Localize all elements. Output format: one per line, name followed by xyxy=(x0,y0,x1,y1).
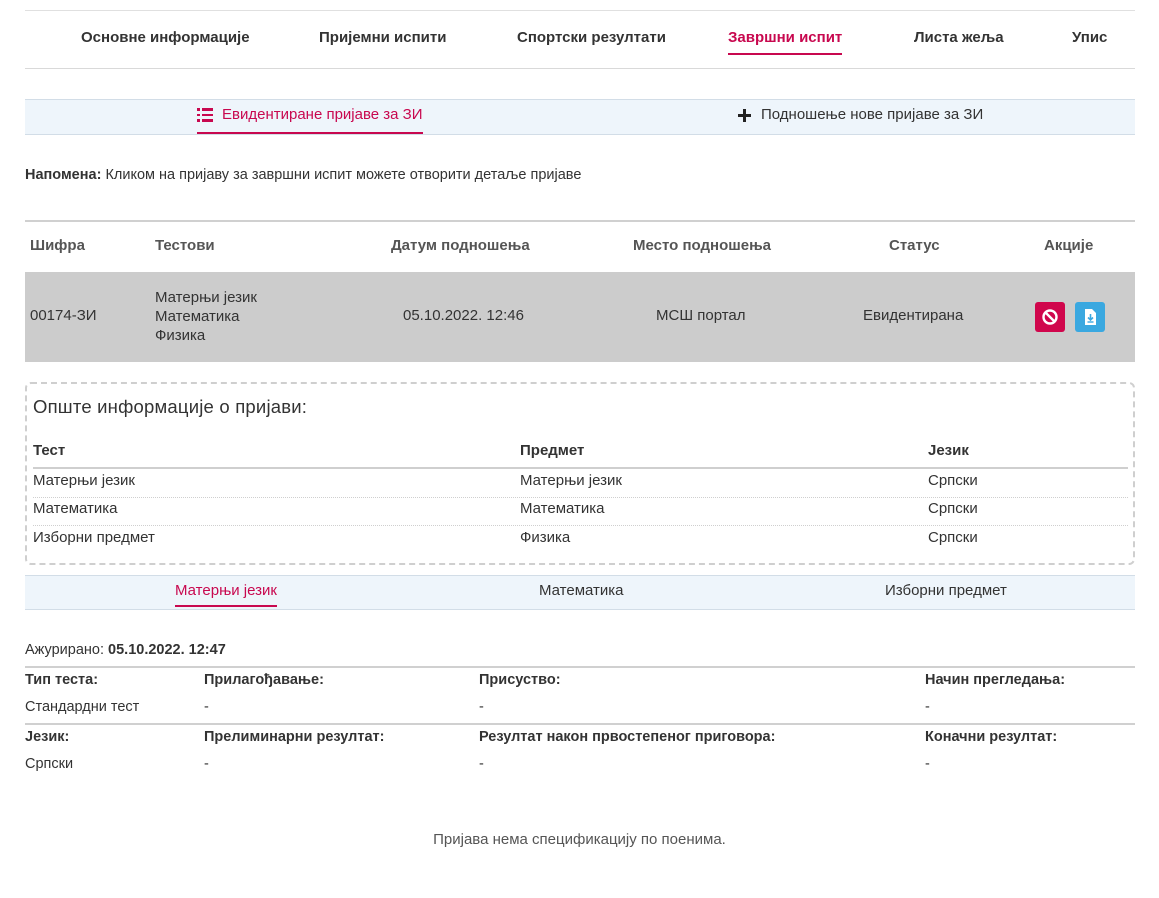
tab-sports-results[interactable]: Спортски резултати xyxy=(517,29,666,46)
table-row xyxy=(33,497,1128,526)
status-badge: Евидентирана xyxy=(863,307,964,324)
detail-test: Изборни предмет xyxy=(33,529,155,546)
table-row xyxy=(33,469,1128,498)
note xyxy=(25,167,581,183)
main-navigation xyxy=(25,10,1135,69)
language-label: Језик: xyxy=(25,729,70,745)
details-table-header xyxy=(33,442,1128,469)
subject-tabs xyxy=(25,575,1135,610)
table-row xyxy=(33,526,1128,555)
language-value: Српски xyxy=(25,756,74,772)
tab-registered-applications-label: Евидентиране пријаве за ЗИ xyxy=(222,106,423,123)
header-code: Шифра xyxy=(30,237,85,254)
tab-new-application-label: Подношење нове пријаве за ЗИ xyxy=(761,106,984,123)
preliminary-result-value: - xyxy=(204,756,209,772)
tab-enrollment[interactable]: Упис xyxy=(1072,29,1108,46)
final-result-value: - xyxy=(925,756,930,772)
header-place: Место подношења xyxy=(633,237,772,254)
detail-test: Математика xyxy=(33,500,118,517)
presence-label: Присуство: xyxy=(479,672,561,688)
adaptation-value: - xyxy=(204,699,209,715)
applications-table-header xyxy=(25,220,1135,272)
list-icon xyxy=(197,108,213,122)
note-text: Кликом на пријаву за завршни испит можете отворити детаље пријаве xyxy=(105,167,582,183)
detail-language: Српски xyxy=(928,500,978,517)
cancel-application-button[interactable] xyxy=(1035,302,1065,332)
tab-wish-list[interactable]: Листа жеља xyxy=(914,29,1004,46)
result-info-row-2 xyxy=(25,723,1135,780)
header-language: Језик xyxy=(928,442,969,459)
application-code: 00174-ЗИ xyxy=(30,307,97,324)
updated-label: Ажурирано: xyxy=(25,642,105,658)
download-document-icon xyxy=(1075,302,1105,332)
updated-info xyxy=(25,642,226,658)
application-subtabs xyxy=(25,99,1135,135)
application-details xyxy=(25,382,1135,565)
detail-test: Матерњи језик xyxy=(33,472,135,489)
tab-mathematics[interactable]: Математика xyxy=(539,582,624,599)
cancel-icon xyxy=(1035,302,1065,332)
appeal-result-value: - xyxy=(479,756,484,772)
detail-subject: Математика xyxy=(520,500,605,517)
header-status: Статус xyxy=(889,237,940,254)
updated-value: 05.10.2022. 12:47 xyxy=(108,642,226,658)
tab-registered-applications[interactable] xyxy=(197,106,423,134)
presence-value: - xyxy=(479,699,484,715)
detail-subject: Матерњи језик xyxy=(520,472,622,489)
no-points-message: Пријава нема спецификацију по поенима. xyxy=(433,831,726,848)
review-method-value: - xyxy=(925,699,930,715)
test-item: Физика xyxy=(155,327,206,344)
table-row[interactable] xyxy=(25,272,1135,362)
header-test: Тест xyxy=(33,442,66,459)
details-title: Опште информације о пријави: xyxy=(33,396,308,417)
test-item: Матерњи језик xyxy=(155,289,257,306)
preliminary-result-label: Прелиминарни резултат: xyxy=(204,729,385,745)
header-tests: Тестови xyxy=(155,237,215,254)
detail-language: Српски xyxy=(928,472,978,489)
tab-final-exam[interactable]: Завршни испит xyxy=(728,29,842,55)
detail-subject: Физика xyxy=(520,529,571,546)
note-prefix: Напомена: xyxy=(25,167,102,183)
plus-icon xyxy=(738,109,751,122)
tab-new-application[interactable] xyxy=(738,106,983,134)
header-date: Датум подношења xyxy=(391,237,530,254)
header-actions: Акције xyxy=(1044,237,1094,254)
download-application-button[interactable] xyxy=(1075,302,1105,332)
tab-entrance-exams[interactable]: Пријемни испити xyxy=(319,29,447,46)
test-type-label: Тип теста: xyxy=(25,672,99,688)
final-result-label: Коначни резултат: xyxy=(925,729,1058,745)
test-item: Математика xyxy=(155,308,240,325)
review-method-label: Начин прегледања: xyxy=(925,672,1066,688)
detail-language: Српски xyxy=(928,529,978,546)
header-subject: Предмет xyxy=(520,442,585,459)
application-place: МСШ портал xyxy=(656,307,746,324)
result-info-row-1 xyxy=(25,666,1135,723)
test-type-value: Стандардни тест xyxy=(25,699,140,715)
application-tests xyxy=(155,288,257,345)
appeal-result-label: Резултат након првостепеног приговора: xyxy=(479,729,776,745)
adaptation-label: Прилагођавање: xyxy=(204,672,324,688)
application-date: 05.10.2022. 12:46 xyxy=(403,307,524,324)
tab-mother-tongue[interactable]: Матерњи језик xyxy=(175,582,277,607)
tab-basic-info[interactable]: Основне информације xyxy=(81,29,250,46)
tab-elective-subject[interactable]: Изборни предмет xyxy=(885,582,1007,599)
